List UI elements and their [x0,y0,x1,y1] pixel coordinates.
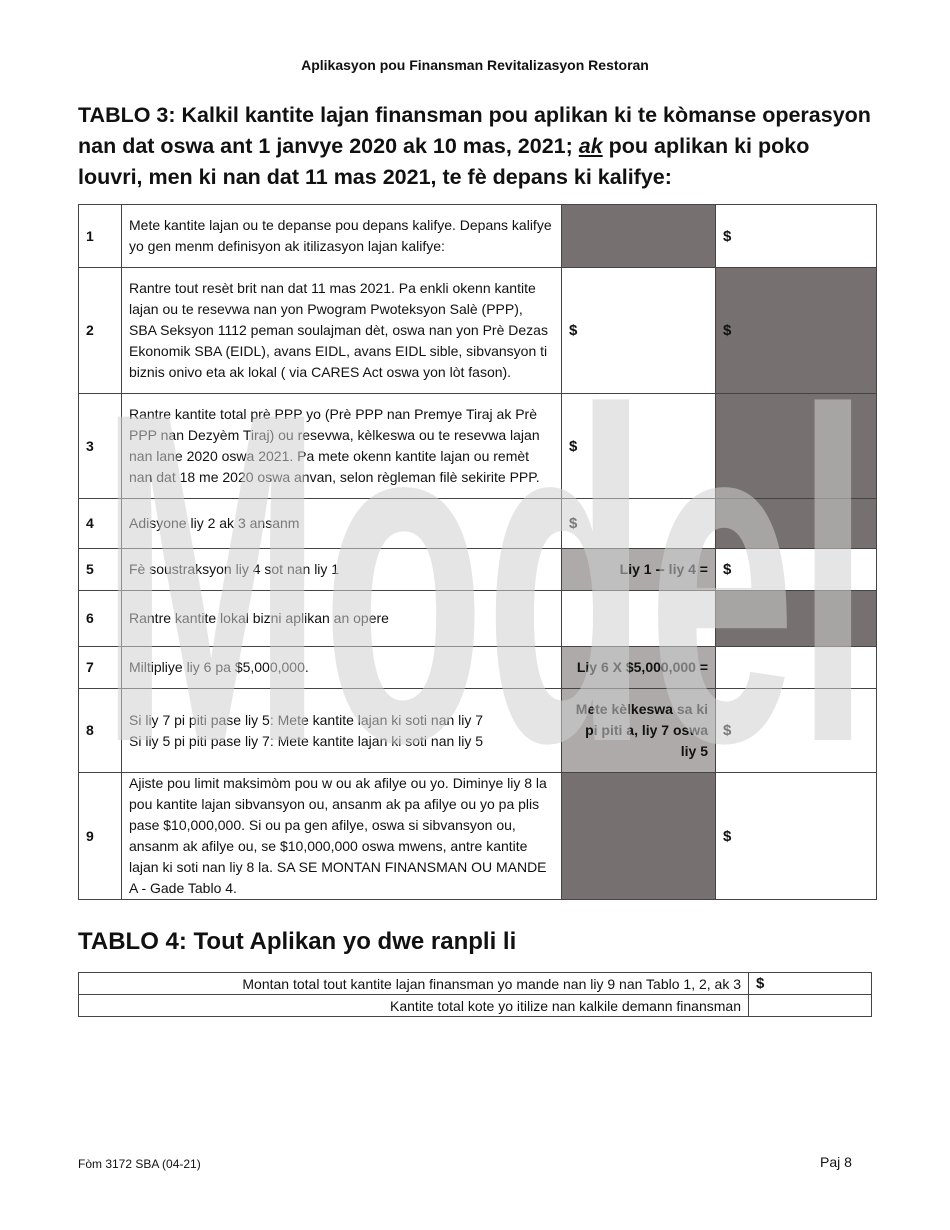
amount-field[interactable] [716,647,877,689]
table3 [78,204,877,900]
row-description: Rantre kantite lokal bizni aplikan an opere [122,591,562,647]
amount-field[interactable]: $ [716,773,877,900]
shaded-cell [716,591,877,647]
shaded-cell [562,205,716,268]
amount-field[interactable]: $ [716,205,877,268]
amount-field[interactable]: $ [562,394,716,499]
shaded-cell [562,773,716,900]
formula-cell: Liy 6 X $5,000,000 = [562,647,716,689]
table-row [79,268,877,394]
page-header: Aplikasyon pou Finansman Revitalizasyon Restoran [301,57,649,73]
table-row [79,973,872,995]
row-number: 8 [79,689,122,773]
amount-field[interactable]: $ [562,499,716,549]
row-number: 6 [79,591,122,647]
table3-title: TABLO 3: Kalkil kantite lajan finansman pou aplikan ki te kòmanse operasyon nan dat oswa ant 1 janvye 2020 ak 10 mas, 2021; ak pou aplikan ki poko louvri, men ki nan dat 11 mas 2021, te fè depans ki kalifye: [78,103,871,189]
row-description: Adisyone liy 2 ak 3 ansanm [122,499,562,549]
row-label: Kantite total kote yo itilize nan kalkile demann finansman [79,995,749,1017]
row-description: Si liy 7 pi piti pase liy 5: Mete kantite lajan ki soti nan liy 7 Si liy 5 pi piti pase liy 7: Mete kantite lajan ki soti nan liy 5 [122,689,562,773]
row-description: Miltipliye liy 6 pa $5,000,000. [122,647,562,689]
row-description: Ajiste pou limit maksimòm pou w ou ak afilye ou yo. Diminye liy 8 la pou kantite lajan sibvansyon ou, ansanm ak pa afilye ou yo pa plis pase $10,000,000. Si ou pa gen afilye, oswa si sibvansyon ou, ansanm ak afilye ou, se $10,000,000 oswa mwens, antre kantite lajan ki soti nan liy 8 la. SA SE MONTAN FINANSMAN OU MANDE A - Gade Tablo 4. [122,773,562,900]
row-number: 2 [79,268,122,394]
amount-field[interactable]: $ [716,689,877,773]
page-number: Paj 8 [820,1154,852,1170]
amount-field[interactable]: $ [716,549,877,591]
amount-field[interactable]: $ [749,973,872,995]
table-row [79,689,877,773]
row-description: Fè soustraksyon liy 4 sot nan liy 1 [122,549,562,591]
table-row [79,591,877,647]
table-row [79,549,877,591]
table-row [79,995,872,1017]
row-number: 4 [79,499,122,549]
shaded-cell [716,394,877,499]
row-number: 9 [79,773,122,900]
row-number: 7 [79,647,122,689]
table-row [79,499,877,549]
shaded-cell: $ [716,268,877,394]
row-label: Montan total tout kantite lajan finansman yo mande nan liy 9 nan Tablo 1, 2, ak 3 [79,973,749,995]
row-description: Rantre tout resèt brit nan dat 11 mas 2021. Pa enkli okenn kantite lajan ou te resevwa nan yon Pwogram Pwoteksyon Salè (PPP), SBA Seksyon 1112 peman soulajman dèt, oswa nan yon Prè Dezas Ekonomik SBA (EIDL), avans EIDL, avans EIDL sible, sibvansyon ti biznis onivo eta ak lokal ( via CARES Act oswa yon lòt fason). [122,268,562,394]
table-row [79,647,877,689]
amount-field[interactable] [562,591,716,647]
form-number: Fòm 3172 SBA (04-21) [78,1157,201,1171]
formula-cell: Liy 1 -- liy 4 = [562,549,716,591]
row-number: 5 [79,549,122,591]
watermark-text: Model [100,365,870,765]
table-row [79,773,877,900]
shaded-cell [716,499,877,549]
row-description: Mete kantite lajan ou te depanse pou depans kalifye. Depans kalifye yo gen menm definisyon ak itilizasyon lajan kalifye: [122,205,562,268]
amount-field[interactable]: $ [562,268,716,394]
table4 [78,972,872,1017]
formula-cell: Mete kèlkeswa sa ki pi piti a, liy 7 oswa liy 5 [562,689,716,773]
table4-title: TABLO 4: Tout Aplikan yo dwe ranpli li [78,928,517,955]
row-number: 3 [79,394,122,499]
row-description: Rantre kantite total prè PPP yo (Prè PPP nan Premye Tiraj ak Prè PPP nan Dezyèm Tiraj) ou resevwa, kèlkeswa ou te resevwa lajan nan lane 2020 oswa 2021. Pa mete okenn kantite lajan ou remèt nan dat 18 me 2020 oswa anvan, selon règleman filè sekirite PPP. [122,394,562,499]
amount-field[interactable] [749,995,872,1017]
row-number: 1 [79,205,122,268]
table-row [79,394,877,499]
table-row [79,205,877,268]
